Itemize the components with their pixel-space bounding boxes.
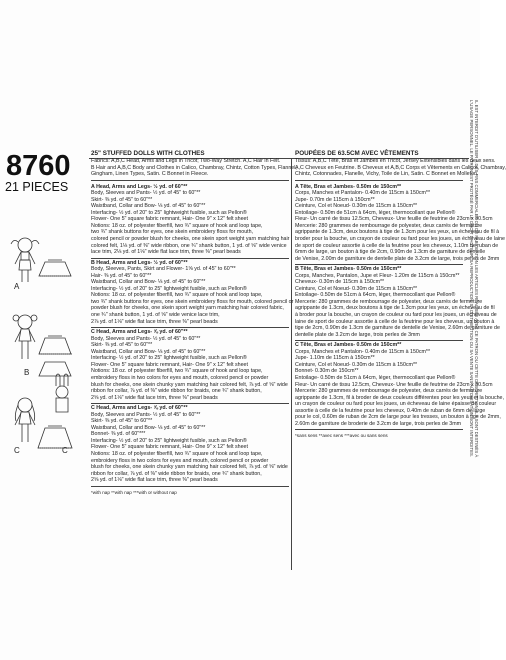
french-c-line: Jupe- 1.10m de 115cm à 150cm** [295,355,375,362]
english-c-line: embroidery floss in two colors for eyes and mouth, colored pencil or powder [91,374,269,381]
french-b-line: dentelle plate de 3.2cm de large, trois perles de 3mm [295,331,420,338]
english-c-line: Body, Sleeves and Pants- ½ yd. of 45" to 60"** [91,335,201,342]
french-view-c [295,341,504,430]
french-c-line: Corps, Manches et Pantalon- 0.40m de 115cm à 150cm** [295,348,431,355]
english-b-line: 2⅞ yd. of 1⅛" wide flat lace trim, three ⅜" pearl beads [91,318,218,325]
french-a-line: agrippante de 1.3cm, deux boutons à tige de 1.3cm pour les yeux, un écheveau de fil à [295,229,500,236]
english-fabrics [91,158,297,181]
french-a-line: 6mm de large, un bouton à tige de 2cm, 0.90m de 1.3cm de garniture de dentelle [295,249,486,256]
french-b-line: Ceinture, Col et Noeud- 0.30m de 115cm à 150cm** [295,285,418,292]
french-c-line: Entoilage- 0.50m de 51cm à 64cm, léger, thermocollant que Pellon® [295,374,456,381]
doll-c-drawing [15,398,35,442]
french-b-line: à broder pour la bouche, un crayon de couleur ou fard pour les joues, un écheveau de [295,312,497,319]
french-b-line: agrippante de 1.3cm, deux boutons à tige de 1.3cm pour les yeux, un écheveau de fil [295,305,495,312]
usage-notice-line: L'USAGE PERSONNEL. LE PATRON EST PROTÉGÉ PAR LE DROIT D'AUTEUR. SA REPRODUCTION, SA DISTRIBUTION OU SA VENTE SANS AUTORISATION SONT INTERDITES. [469,100,475,457]
french-a-line: A Tête, Bras et Jambes- 0.50m de 150cm** [295,183,402,190]
english-fabrics-line: B Hair and A,B,C Body and Clothes in Calico, Chambray, Chintz, Cotton Types, Flannel, [91,164,297,171]
english-a-line: Waistband, Collar and Bow- ⅛ yd. of 45" to 60"** [91,203,206,210]
french-fabrics [295,158,506,181]
english-c-line: Notions: 18 oz. of polyester fiberfill, two ¾" square of hook and loop tape, [91,368,263,375]
french-fabrics-line: Chintz, Cotonnades, Flanelle, Vichy, Toile de Lin, Satin. C Bonnet en Molleton. [295,171,479,178]
english-a-line: Notions: 18 oz. of polyester fiberfill, two ¾" square of hook and loop tape, [91,222,263,229]
english-a-line: Interfacing- ½ yd. of 20" to 25" lightweight fusible, such as Pellon® [91,209,247,216]
english-c-line: ribbon for collar, ⅞ yd. of ⅜" wide ribbon for braids, one ¾" shank button, [91,388,262,395]
french-fabrics-line: Tissus: A,B,C Tête, Bras et Jambes en Tricot, Jersey Extensibles dans les deux sens. [295,158,496,164]
view-label-c2: C [62,446,68,455]
french-nap-note: *sans sens **avec sens ***avec ou sans sens [295,433,388,439]
english-c-line: Bonnet- ⅜ yd. of 60"*** [91,431,146,438]
english-b-line: Waistband, Collar and Bow- ⅛ yd. of 45" to 60"** [91,279,206,286]
english-a-line: colored pencil or powder blush for cheeks, one skein sport weight yarn matching hair [91,236,290,243]
english-view-a [91,183,289,259]
english-view-c [91,328,289,404]
english-c-line: C Head, Arms and Legs- ⅝ yd. of 60"** [91,405,188,412]
english-c-line: Skirt- ⅜ yd. of 45" to 60"** [91,342,153,349]
english-b-line: Notions: 18 oz. of polyester fiberfill, two ¾" square of hook and loop tape, [91,292,263,299]
english-view-b [91,259,294,328]
english-c-line: Waistband, Collar and Bow- ⅛ yd. of 45" to 60"** [91,424,206,431]
english-b-line: Body, Sleeves, Pants, Skirt and Flower- 1⅝ yd. of 45" to 60"** [91,266,236,273]
english-c-line: Flower- One 5" square fabric remnant, Hair- One 9" x 12" felt sheet [91,361,248,368]
french-c-line: C Tête, Bras et Jambes- 0.50m de 150cm** [295,342,402,349]
french-b-line: laine de sport de couleur assortie à celle de la feutrine pour les cheveux, un bouton à [295,318,495,325]
dress-c-drawing [38,426,72,448]
french-b-line: Cheveux- 0.30m de 115cm à 150cm** [295,279,385,286]
french-fabrics-line: A,C Cheveux en Feutrine. B Cheveux et A,B,C Corps et Vêtements en Calicot, Chambray, [295,164,506,171]
view-label-c: C [14,446,20,455]
french-a-line: de Venise, 2.00m de garniture de dentelle plate de 3.2cm de large, trois perles de 3mm [295,255,500,262]
english-a-line: Flower- One 5" square fabric remnant, Hair- One 9" x 12" felt sheet [91,216,248,223]
french-c-line: assortie à celle de la feutrine pour les cheveux, 0.40m de ruban de 6mm de large [295,407,486,414]
french-b-line: B Tête, Bras et Jambes- 0.50m de 150cm** [295,266,402,273]
english-fabrics-line: Fabrics: A,B,C Head, Arms and Legs in Tricot; Two-Way Stretch. A,C Hair in Felt. [91,158,281,164]
doll-a-drawing [11,238,39,282]
english-c-line: Waistband, Collar and Bow- ⅛ yd. of 45" to 60"** [91,348,206,355]
french-title: POUPÉES DE 63.5CM AVEC VÊTEMENTS [295,150,419,157]
english-nap-note: *with nap **with nap ***with or without nap [91,489,177,495]
view-label-b: B [24,368,30,377]
english-b-line: B Head, Arms and Legs- ½ yd. of 60"** [91,259,188,266]
french-c-line: 2.60m de garniture de broderie de 3.2cm de large, trois perles de 3mm [295,420,462,427]
english-c-line: embroidery floss in two colors for eyes and mouth, colored pencil or powder [91,457,269,464]
doll-b-drawing [13,315,37,359]
french-b-line: Entoilage- 0.50m de 51cm à 64cm, léger, thermocollant que Pellon® [295,292,456,299]
english-b-line: Hair- ⅜ yd. of 45" to 60"** [91,272,152,279]
french-a-line: Fleur- Un carré de tissu 12.5cm, Cheveux- Une feuille de feutrine de 23cm x 30.5cm [295,216,493,223]
french-c-line: Ceinture, Col et Noeud- 0.30m de 115cm à 150cm** [295,361,418,368]
english-c-line: Body, Sleeves and Pants- ½ yd. of 45" to 60"** [91,411,201,418]
bonnet-c-drawing [56,374,68,412]
english-view-c-bonnet [91,404,289,487]
french-c-line: pour le col, 0.60m de ruban de 2cm de large pour les tresses, un bouton à tige de 2mm, [295,414,501,421]
piece-count: 21 PIECES [5,180,69,194]
english-c-line: Interfacing- ½ yd. of 20" to 25" lightweight fusible, such as Pellon® [91,437,247,444]
doll-illustrations [0,200,90,520]
english-a-line: A Head, Arms and Legs- ½ yd. of 60"** [91,183,188,190]
english-a-line: Skirt- ⅜ yd. of 45" to 60"** [91,196,153,203]
view-label-a: A [14,282,20,291]
english-c-line: Notions: 18 oz. of polyester fiberfill, two ¾" square of hook and loop tape, [91,450,263,457]
french-a-line: Jupe- 0.70m de 115cm à 150cm** [295,196,375,203]
french-c-line: Bonnet- 0.30m de 150cm** [295,368,359,375]
english-fabrics-line: Gingham, Linen Types, Satin. C Bonnet in Fleece. [91,171,209,178]
column-divider [291,158,292,570]
english-c-line: Flower- One 5" square fabric remnant, Hair- One 9" x 12" felt sheet [91,444,248,451]
pattern-number: 8760 [6,150,71,182]
english-c-line: blush for cheeks, one skein chunky yarn matching hair colored felt, ⅞ yd. of ⅝" wide [91,381,288,388]
french-b-line: Mercerie: 280 grammes de rembourrage de polyester, deux carrés de fermeture [295,298,483,305]
english-title: 25" STUFFED DOLLS WITH CLOTHES [91,150,205,157]
dress-b-drawing [39,336,73,376]
french-c-line: Fleur- Un carré de tissu 12.5cm, Cheveux- Une feuille de feutrine de 23cm x 30.5cm [295,381,493,388]
french-a-line: Corps, Manches et Pantalon- 0.40m de 115cm à 150cm** [295,190,431,197]
english-c-line: 2⅝ yd. of 1⅛" wide flat lace trim, three ⅜" pearl beads [91,394,218,401]
french-a-line: broder pour la bouche, un crayon de couleur ou fard pour les joues, un écheveau de laine [295,236,505,243]
usage-notice-vertical [466,100,478,500]
english-c-line: Interfacing- ½ yd. of 20" to 25" lightweight fusible, such as Pellon® [91,355,247,362]
english-b-line: two ¾" shank buttons for eyes, one skein embroidery floss for mouth, colored pencil or [91,298,294,305]
usage-notice-line: IL EST INTERDIT D'UTILISER À DES FINS COMMERCIALES OU DE FABRICATION LES ARTICLES RÉALISÉS AVEC CE PATRON OU CETTE DESCRIPTION. ILS SONT DESTINÉS À [474,100,479,458]
english-column [91,150,297,496]
french-a-line: Entoilage- 0.50m de 51cm à 64cm, léger, thermocollant que Pellon® [295,209,456,216]
english-a-line: two ¾" shank buttons for eyes, one skein embroidery floss for mouth, [91,229,254,236]
french-c-line: agrippante de 1.3cm, fil à broder de deux couleurs différentes pour les yeux et la bouche, [295,394,504,401]
french-a-line: Mercerie: 280 grammes de rembourrage de polyester, deux carrés de fermeture [295,222,483,229]
french-a-line: Ceinture, Col et Noeud- 0.30m de 115cm à 150cm** [295,203,418,210]
english-a-line: colored felt, 1⅛ yd. of ⅜" wide ribbon, one ¾" shank button, 1 yd. of ⅝" wide venice [91,242,287,249]
english-c-line: 2⅝ yd. of 1⅛" wide flat lace trim, three ⅜" pearl beads [91,477,218,484]
english-c-line: ribbon for collar, ⅞ yd. of ⅜" wide ribbon for braids, one ¾" shank button, [91,470,262,477]
english-a-line: Body, Sleeves and Pants- ½ yd. of 45" to 60"** [91,190,201,197]
french-b-line: Corps, Manches, Pantalon, Jupe et Fleur- 1.20m de 115cm à 150cm** [295,272,460,279]
french-c-line: Mercerie: 280 grammes de rembourrage de polyester, deux carrés de fermeture [295,388,483,395]
english-b-line: Interfacing- ½ yd. of 20" to 25" lightweight fusible, such as Pellon® [91,285,247,292]
french-b-line: tige de 2cm, 0.90m de 1.3cm de garniture de dentelle de Venise, 2.60m de garniture de [295,325,500,332]
english-c-line: C Head, Arms and Legs- ⅝ yd. of 60"** [91,329,188,336]
english-b-line: one ¾" shank button, 1 yd. of ⅝" wide venice lace trim, [91,312,220,319]
french-view-a [295,183,505,266]
french-c-line: un crayon de couleur ou fard pour les joues, un écheveau de laine épaisse de couleur [295,401,497,408]
english-a-line: lace trim, 2⅛ yd. of 1⅛" wide flat lace trim, three ⅜" pearl beads [91,249,241,256]
dress-a-drawing [39,260,72,276]
english-b-line: powder blush for cheeks, one skein sport weight yarn matching hair colored fabric, [91,305,284,312]
french-a-line: de sport de couleur assortie à celle de la feutrine pour les cheveux, 1.10m de ruban de [295,242,499,249]
english-c-line: Skirt- ⅜ yd. of 45" to 60"** [91,418,153,425]
french-view-b [295,265,500,341]
english-c-line: blush for cheeks, one skein chunky yarn matching hair colored felt, ⅞ yd. of ⅝" wide [91,464,288,471]
